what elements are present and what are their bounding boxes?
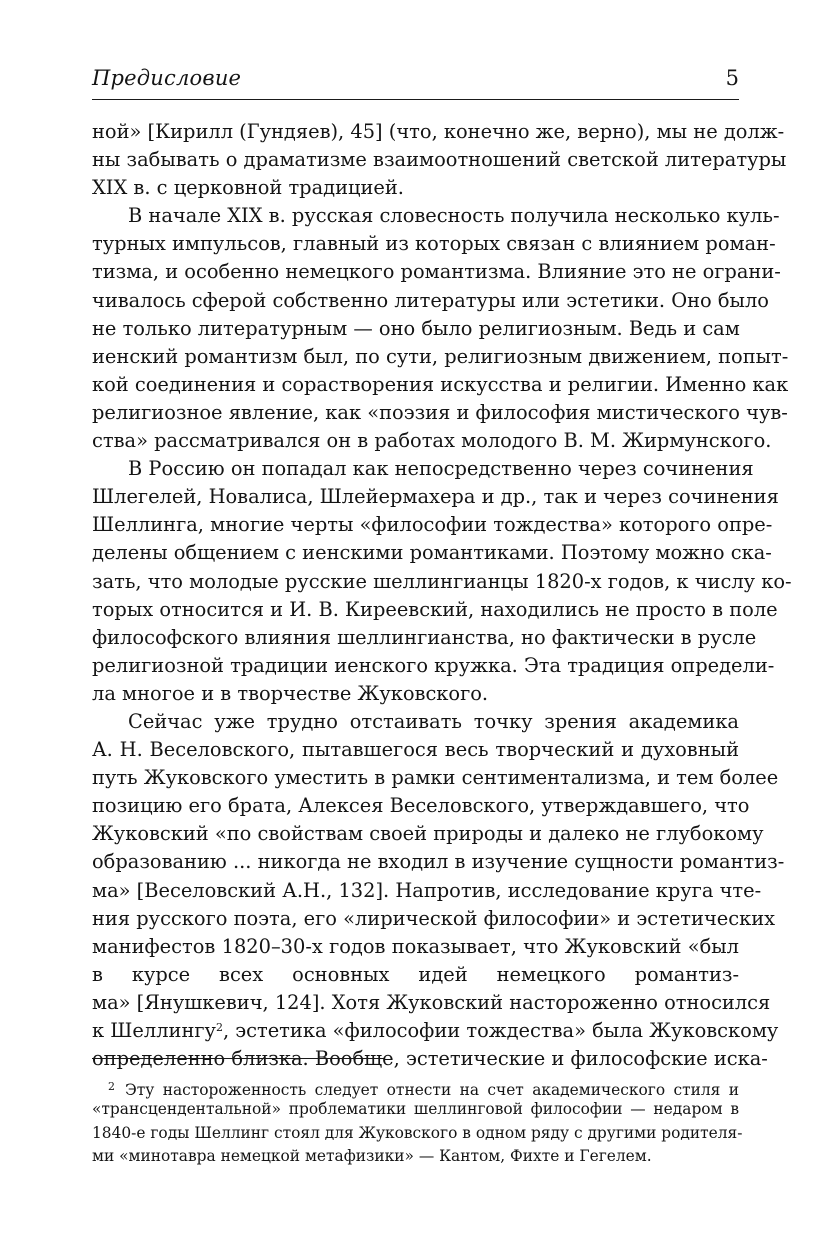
footnote-line: «трансцендентальной» проблематики шеллинговой философии — недаром в (92, 1100, 739, 1119)
text-line: определенно близка. Вообще, эстетические и философские иска- (92, 1047, 768, 1071)
text-line: ны забывать о драматизме взаимоотношений светской литературы (92, 148, 787, 172)
text-line: А. Н. Веселовского, пытавшегося весь творческий и духовный (92, 738, 739, 762)
paragraph-1 (92, 118, 787, 202)
running-header (92, 66, 739, 100)
footnote-marker: 2 (108, 1080, 115, 1093)
text-line: не только литературным — оно было религиозным. Ведь и сам (92, 316, 740, 340)
footnote-text: Эту настороженность следует отнести на счет академического стиля и (125, 1081, 739, 1099)
text-line: кой соединения и сорастворения искусства и религии. Именно как (92, 372, 789, 396)
text-line: Шеллинга, многие черты «философии тождества» которого опре- (92, 513, 773, 537)
text-line: манифестов 1820–30-х годов показывает, что Жуковский «был (92, 934, 739, 958)
text-line: тизма, и особенно немецкого романтизма. Влияние это не ограни- (92, 260, 781, 284)
text-line: зать, что молодые русские шеллингианцы 1820-х годов, к числу ко- (92, 569, 792, 593)
text-line: ла многое и в творчестве Жуковского. (92, 681, 489, 705)
paragraph-2 (92, 202, 789, 455)
text-line: турных импульсов, главный из которых связан с влиянием роман- (92, 232, 776, 256)
footnote-line: 1840-е годы Шеллинг стоял для Жуковского в одном ряду с другими родителя- (92, 1123, 743, 1142)
text-line: чивалось сферой собственно литературы или эстетики. Оно было (92, 288, 769, 312)
text-line: философского влияния шеллингианства, но фактически в русле (92, 625, 757, 649)
paragraph-4 (92, 708, 785, 1073)
body-text (92, 118, 792, 1073)
text-line: религиозное явление, как «поэзия и философия мистического чув- (92, 400, 788, 424)
text-line: ма» [Янушкевич, 124]. Хотя Жуковский настороженно относился (92, 990, 771, 1014)
text-line: ма» [Веселовский А.Н., 132]. Напротив, исследование круга чте- (92, 878, 762, 902)
text-line: Сейчас уже трудно отстаивать точку зрения академика (128, 709, 739, 733)
text-line: образованию ... никогда не входил в изучение сущности романтиз- (92, 850, 785, 874)
text-line: Жуковский «по свойствам своей природы и далеко не глубокому (92, 822, 764, 846)
page-number: 5 (725, 66, 739, 90)
text-line: ной» [Кирилл (Гундяев), 45] (что, конечно же, верно), мы не долж- (92, 120, 785, 143)
text-line: делены общением с иенскими романтиками. Поэтому можно ска- (92, 541, 772, 565)
text-line: иенский романтизм был, по сути, религиозным движением, попыт- (92, 344, 789, 368)
text-line: В начале XIX в. русская словесность получила несколько куль- (128, 204, 780, 228)
text-line-with-footnote-ref (92, 1017, 779, 1045)
text-line: позицию его брата, Алексея Веселовского, утверждавшего, что (92, 794, 750, 818)
running-title: Предисловие (92, 66, 242, 90)
text-line: в курсе всех основных идей немецкого романтиз- (92, 962, 739, 986)
text-line: В Россию он попадал как непосредственно через сочинения (128, 457, 754, 481)
text-line: ния русского поэта, его «лирической философии» и эстетических (92, 906, 776, 930)
text-line: путь Жуковского уместить в рамки сентиментализма, и тем более (92, 766, 779, 790)
text-line: торых относится и И. В. Киреевский, находились не просто в поле (92, 597, 778, 621)
text-line: Шлегелей, Новалиса, Шлейермахера и др., так и через сочинения (92, 485, 779, 509)
header-rule (92, 99, 739, 100)
text-fragment: к Шеллингу (92, 1019, 216, 1042)
footnote (92, 1075, 743, 1169)
text-line: религиозной традиции иенского кружка. Эта традиция определи- (92, 653, 775, 677)
footnote-line (92, 1075, 739, 1098)
text-line: XIX в. с церковной традицией. (92, 176, 404, 200)
paragraph-3 (92, 455, 792, 708)
footnote-line: ми «минотавра немецкой метафизики» — Кантом, Фихте и Гегелем. (92, 1147, 652, 1166)
footnote-reference[interactable]: 2 (215, 1021, 223, 1034)
text-line: ства» рассматривался он в работах молодого В. М. Жирмунского. (92, 429, 772, 453)
footnote-separator (92, 1058, 384, 1059)
text-fragment: , эстетика «философии тождества» была Жуковскому (222, 1019, 779, 1042)
